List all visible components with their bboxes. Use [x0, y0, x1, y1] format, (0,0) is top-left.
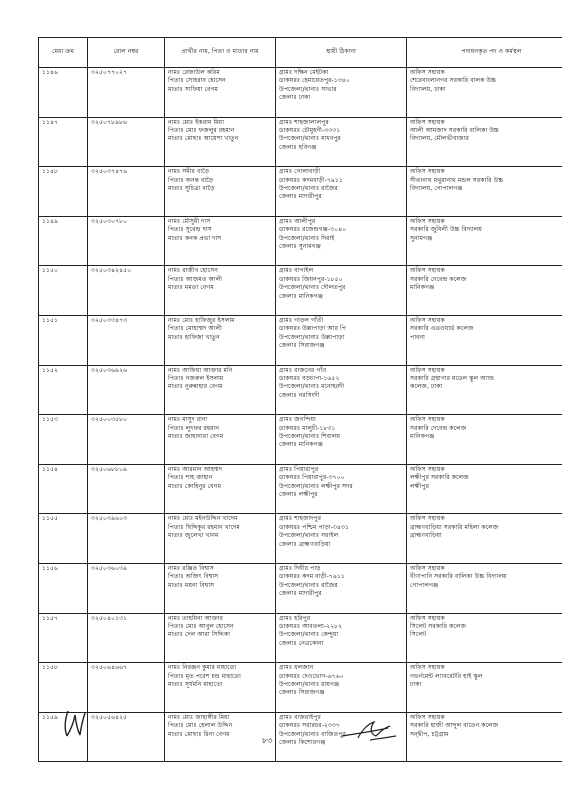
- candidate-info-line: মাতাঃ মোছাঃ রিনা বেগম: [168, 730, 230, 738]
- posting-line: সরকারি দেবেন্দ্র কলেজ: [410, 275, 467, 283]
- address-line: ডাকঘরঃ চৌমুহনী-৩৩৩১: [279, 127, 341, 134]
- page-number: ৮৩: [262, 736, 273, 745]
- address-line: গ্রামঃ আলীপুর: [279, 217, 316, 225]
- roll-cell: ৩২৫০৩৩৪৭৩: [88, 315, 165, 365]
- address-cell: [276, 464, 407, 514]
- candidate-name-cell: [165, 68, 276, 118]
- signature-right: [340, 714, 400, 744]
- merit-cell: ১১৪৮: [39, 167, 88, 217]
- candidate-info-line: পিতাঃ আজমত আলী: [168, 275, 223, 283]
- address-line: জেলাঃ ব্রাহ্মণবাড়িয়া: [279, 540, 331, 548]
- posting-line: অফিস সহায়ক: [410, 267, 445, 275]
- address-cell: [276, 266, 407, 316]
- address-line: গ্রামঃ দক্ষিন মেইটকা: [279, 69, 329, 76]
- posting-line: কলেজ, ঢাকা: [410, 383, 443, 391]
- candidate-info-line: পিতাঃ অজিৎ বিশ্বাস: [168, 573, 219, 581]
- candidate-info-line: মাতাঃ মমতা বেগম: [168, 284, 214, 292]
- address-line: জেলাঃ নরসিংদী: [279, 391, 320, 399]
- candidate-info-line: নামঃ মোঃ জাহাঙ্গীর মিয়া: [168, 713, 230, 721]
- address-line: জেলাঃ মানিকগঞ্জ: [279, 292, 324, 300]
- candidate-info-line: নামঃ আরমান আহম্মদ: [168, 465, 223, 473]
- signature-left: [62, 709, 88, 739]
- appointment-list-table: [38, 37, 562, 762]
- candidate-info-line: মাতাঃ নুরুন্নাহার বেগম: [168, 383, 223, 391]
- address-line: ডাকঘরঃ কদম বাড়ী-৭৯১১: [279, 573, 345, 581]
- address-line: ডাকঘরঃ আবতলা-২২৮২: [279, 622, 343, 630]
- candidate-info-line: নামঃ মোঃ ইকরাম মিয়া: [168, 118, 224, 126]
- address-cell: [276, 117, 407, 167]
- merit-cell: ১১৪৭: [39, 117, 88, 167]
- candidate-name-cell: [165, 315, 276, 365]
- table-row: [39, 415, 562, 465]
- candidate-name-cell: [165, 167, 276, 217]
- posting-line: সরকারি এডওয়ার্ড কলেজ: [410, 325, 474, 333]
- address-cell: [276, 415, 407, 465]
- address-line: উপজেলা/থানাঃ কেন্দুয়া: [279, 631, 339, 639]
- candidate-name-cell: [165, 514, 276, 564]
- posting-line: লক্ষীপুর সরকারি কলেজ: [410, 474, 469, 482]
- roll-cell: ৩২৫০৩৪২৪৫০: [88, 266, 165, 316]
- address-cell: [276, 514, 407, 564]
- table-row: [39, 613, 562, 663]
- address-line: গ্রামঃ গোলাবাড়ী: [279, 168, 321, 176]
- address-line: জেলাঃ লক্ষীপুর: [279, 490, 318, 498]
- address-cell: [276, 68, 407, 118]
- candidate-info-line: পিতাঃ মোঃ ফজলুর রহমান: [168, 127, 235, 134]
- address-line: গ্রামঃ শাহজাদপুর: [279, 515, 322, 523]
- address-line: উপজেলা/থানাঃ রায়গঞ্জ: [279, 680, 340, 688]
- posting-line: অফিস সহায়ক: [410, 515, 445, 523]
- table-header-row: [39, 38, 562, 68]
- posting-line: অফিস সহায়ক: [410, 713, 445, 721]
- address-line: উপজেলা/থানাঃ উল্লাপাড়া: [279, 333, 345, 341]
- posting-line: সিলেট: [410, 631, 427, 639]
- address-line: গ্রামঃ বাজরাইপুর: [279, 713, 321, 721]
- roll-cell: ৩২৫০৩৯৬০৩: [88, 514, 165, 564]
- candidate-info-line: মাতাঃ কনক প্রভা দাস: [168, 234, 222, 242]
- address-line: জেলাঃ মানিকগঞ্জ: [279, 441, 324, 449]
- table-row: [39, 712, 562, 762]
- posting-line: অফিস সহায়ক: [410, 316, 445, 324]
- candidate-info-line: পিতাঃ মোঃ আবুল হোসেন: [168, 622, 234, 630]
- merit-cell: ১১৫৪: [39, 464, 88, 514]
- address-line: উপজেলা/থানাঃ লক্ষীপুর সদর: [279, 482, 353, 490]
- posting-line: অফিস সহায়ক: [410, 664, 445, 672]
- candidate-name-cell: [165, 216, 276, 266]
- posting-line: মানিকগঞ্জ: [410, 284, 435, 292]
- table-row: [39, 266, 562, 316]
- roll-cell: ৩২৫০৩০৭৮০: [88, 216, 165, 266]
- posting-line: অফিস সহায়ক: [410, 168, 445, 176]
- posting-cell: [407, 68, 562, 118]
- address-line: জেলাঃ নেত্রকোনা: [279, 639, 324, 647]
- merit-cell: ১১৫৯: [39, 712, 88, 762]
- address-line: গ্রামঃ দিঘীর পাড়: [279, 564, 321, 572]
- posting-line: ব্রাহ্মণবাড়িয়া: [410, 532, 442, 540]
- posting-line: অফিস সহায়ক: [410, 366, 445, 374]
- candidate-info-line: মাতাঃ হাফিজা খাতুন: [168, 333, 220, 341]
- address-line: ডাকঘরঃ রজেন্দ্রগঞ্জ-৩০৪০: [279, 226, 347, 234]
- merit-cell: ১১৫১: [39, 315, 88, 365]
- candidate-info-line: পিতাঃ অনন্ত বাড়ৈ: [168, 176, 214, 184]
- address-cell: [276, 613, 407, 663]
- roll-cell: ৩২৫০৭৮৯৮৬: [88, 117, 165, 167]
- address-line: গ্রামঃ হরিপুর: [279, 614, 311, 622]
- candidate-info-line: মাতাঃ জুলেখা খানম: [168, 532, 219, 540]
- posting-line: শেরেবাংলানগর সরকারি বালক উচ্চ: [410, 77, 497, 85]
- candidate-name-cell: [165, 415, 276, 465]
- posting-cell: [407, 464, 562, 514]
- posting-line: মানিকগঞ্জ: [410, 432, 435, 440]
- address-line: গ্রামঃ ধলজান: [279, 664, 314, 672]
- address-line: ডাকঘরঃ হেমায়েতপুর-১৩৪০: [279, 77, 350, 85]
- posting-line: অফিস সহায়ক: [410, 564, 445, 572]
- posting-line: গভর্নমেন্ট ল্যাবরেটরি হাই স্কুল: [410, 672, 483, 680]
- address-line: জেলাঃ সিরাজগঞ্জ: [279, 689, 325, 697]
- address-line: ডাকঘরঃ পিয়ারাপুর-৩৭০০: [279, 474, 345, 482]
- merit-cell: ১১৫৮: [39, 663, 88, 713]
- address-line: উপজেলা/থানাঃ দৌলতপুর: [279, 284, 346, 292]
- address-line: গ্রামঃ জগন্দিয়া: [279, 416, 316, 424]
- candidate-name-cell: [165, 613, 276, 663]
- posting-cell: [407, 365, 562, 415]
- posting-line: ঢাকা: [410, 680, 422, 688]
- address-line: উপজেলা/থানাঃ মাধবপুর: [279, 135, 341, 143]
- merit-cell: ১১৫৩: [39, 415, 88, 465]
- candidate-name-cell: [165, 663, 276, 713]
- address-line: উপজেলা/থানাঃ সাভার: [279, 85, 337, 93]
- roll-cell: ৩২৫০৩৬০৩৯: [88, 563, 165, 613]
- posting-line: পাবনা: [410, 333, 425, 341]
- address-line: জেলাঃ হবিগঞ্জ: [279, 143, 317, 151]
- posting-line: লক্ষীপুর: [410, 482, 429, 490]
- address-line: ডাকঘরঃ সরারচর-২৩৩৭: [279, 722, 340, 730]
- candidate-info-line: নামঃ রেজাউল করিম: [168, 69, 220, 76]
- candidate-info-line: পিতাঃ সুরেন্দ্র দাস: [168, 226, 212, 234]
- posting-line: অফিস সহায়ক: [410, 217, 445, 225]
- address-cell: [276, 365, 407, 415]
- address-line: ডাকঘরঃ জিয়নপুর-১৮৫০: [279, 275, 343, 283]
- table-row: [39, 117, 562, 167]
- address-line: ডাকঘরঃ বড়চাপা-১৬৫২: [279, 374, 340, 382]
- posting-line: সরকারি জুবিলী উচ্চ বিদ্যালয়: [410, 226, 482, 234]
- roll-cell: ৩২৫০০৩৫৮০: [88, 415, 165, 465]
- address-line: গ্রামঃ পিয়ারাপুর: [279, 465, 319, 473]
- candidate-info-line: নামঃ মৌসুমী দাস: [168, 217, 211, 225]
- posting-line: বীণাপানি সরকারি বালিকা উচ্চ বিদ্যালয়: [410, 573, 507, 581]
- roll-cell: ৩২৫০৪০১৩১: [88, 613, 165, 663]
- posting-cell: [407, 712, 562, 762]
- address-line: গ্রামঃ গাড়ল গাঁতী: [279, 316, 324, 324]
- merit-cell: ১১৫৭: [39, 613, 88, 663]
- posting-line: সরকারি গ্রন্থাগার মডেল স্কুল অ্যান্ড: [410, 374, 495, 382]
- candidate-name-cell: [165, 563, 276, 613]
- table-row: [39, 365, 562, 415]
- header-posting: পদায়নকৃত পদ ও কর্মস্থল: [407, 38, 562, 68]
- candidate-name-cell: [165, 464, 276, 514]
- posting-line: সরকারি দেবেন্দ্র কলেজ: [410, 424, 467, 432]
- table-body: [39, 68, 562, 762]
- posting-line: সিলেট সরকারি কলেজ: [410, 622, 467, 630]
- candidate-info-line: নামঃ মোঃ হাফিজুর ইসলাম: [168, 316, 235, 324]
- candidate-info-line: নামঃ মাসুদ রানা: [168, 416, 208, 424]
- table-row: [39, 216, 562, 266]
- candidate-info-line: মাতাঃ মোছাঃ আয়েশা খাতুন: [168, 135, 239, 143]
- candidate-info-line: পিতাঃ মোঃ হেলাল উদ্দিন: [168, 722, 233, 730]
- table-row: [39, 464, 562, 514]
- merit-cell: ১১৫০: [39, 266, 88, 316]
- candidate-name-cell: [165, 117, 276, 167]
- address-line: উপজেলা/থানাঃ রাজৈর: [279, 185, 338, 192]
- posting-line: বিদ্যালয়, গোপালগঞ্জ: [410, 185, 463, 192]
- candidate-info-line: পিতাঃ সোহরাব হোসেন: [168, 77, 226, 85]
- header-merit: মেধা ক্রম: [39, 38, 88, 68]
- posting-line: অফিস সহায়ক: [410, 69, 445, 76]
- posting-line: সরকারি হাজী আব্দুল বাতেন কলেজ: [410, 722, 499, 730]
- address-line: উপজেলা/থানাঃ দিরাই: [279, 234, 335, 242]
- candidate-name-cell: [165, 365, 276, 415]
- address-line: জেলাঃ কিশোরগঞ্জ: [279, 738, 326, 746]
- address-line: জেলাঃ সিরাজগঞ্জ: [279, 342, 325, 350]
- merit-cell: ১১৫৫: [39, 514, 88, 564]
- address-line: উপজেলা/থানাঃ শিবালয়: [279, 432, 341, 440]
- candidate-info-line: মাতাঃ সাফিয়া বেগম: [168, 85, 218, 93]
- posting-cell: [407, 167, 562, 217]
- address-line: ডাকঘরঃ দেওভোগ-৬৭৬০: [279, 672, 344, 680]
- posting-line: সুনামগঞ্জ: [410, 234, 433, 242]
- address-cell: [276, 563, 407, 613]
- address-line: জেলাঃ সুনামগঞ্জ: [279, 243, 322, 250]
- address-line: ডাকঘরঃ উল্লাপাড়া আর পি: [279, 325, 346, 333]
- posting-line: বিদ্যালয়, মৌলভীবাজার: [410, 135, 469, 143]
- candidate-info-line: নামঃ আফিয়া আক্তার মনি: [168, 366, 233, 374]
- roll-cell: ৩২৫০৩৬৯২৬: [88, 365, 165, 415]
- address-cell: [276, 663, 407, 713]
- candidate-info-line: পিতাঃ শাহ জাহান: [168, 474, 213, 482]
- merit-cell: ১১৪৯: [39, 216, 88, 266]
- address-line: জেলাঃ ঢাকা: [279, 94, 311, 102]
- header-name: প্রার্থীর নাম, পিতা ও মাতার নাম: [165, 38, 276, 68]
- candidate-info-line: নামঃ নিরঞ্জন কুমার মাহাতো: [168, 664, 237, 672]
- candidate-info-line: নামঃ সমীর বাড়ৈ: [168, 168, 210, 176]
- address-line: উপজেলা/থানাঃ বাজিতপুর: [279, 730, 346, 738]
- posting-cell: [407, 117, 562, 167]
- candidate-info-line: নামঃ মোঃ মইনউদ্দিন খাদেম: [168, 515, 238, 523]
- candidate-info-line: পিতাঃ মৃত পরেশ চন্দ্র মাহাতো: [168, 672, 241, 680]
- candidate-info-line: মাতাঃ কোহিনুর বেগম: [168, 482, 222, 490]
- candidate-info-line: মাতাঃ ময়না বিশ্বাস: [168, 581, 215, 589]
- posting-line: অফিস সহায়ক: [410, 118, 445, 126]
- roll-cell: ৩২৫০৭৭০২৭: [88, 68, 165, 118]
- header-roll: রোল নম্বর: [88, 38, 165, 68]
- address-line: গ্রামঃ রাজনের গাঁও: [279, 366, 327, 374]
- posting-cell: [407, 563, 562, 613]
- table-row: [39, 68, 562, 118]
- posting-cell: [407, 613, 562, 663]
- roll-cell: ৩২৫০৬৪৬৬৭: [88, 663, 165, 713]
- posting-line: অফিস সহায়ক: [410, 465, 445, 473]
- address-line: উপজেলা/থানাঃ রাজৈর: [279, 581, 338, 589]
- roll-cell: ৩২৫০৫৬৪২৫: [88, 712, 165, 762]
- address-line: ডাকঘরঃ পশ্চিম পাড়া-৩৪৩১: [279, 523, 349, 531]
- merit-cell: ১১৪৬: [39, 68, 88, 118]
- posting-line: অফিস সহায়ক: [410, 416, 445, 424]
- posting-line: ব্রাহ্মণবাড়িয়া সরকারি মহিলা কলেজ: [410, 523, 499, 531]
- candidate-name-cell: [165, 266, 276, 316]
- candidate-info-line: পিতাঃ মোহাম্মদ আলী: [168, 325, 222, 333]
- posting-line: অফিস সহায়ক: [410, 614, 445, 622]
- candidate-info-line: নামঃ তাহমিনা আক্তার: [168, 614, 223, 622]
- table-row: [39, 663, 562, 713]
- candidate-info-line: নামঃ রাজীব হোসেন: [168, 267, 218, 275]
- candidate-info-line: মাতাঃ দেল আরা সিদ্দিকা: [168, 631, 230, 639]
- address-line: জেলাঃ মাদারীপুর: [279, 193, 322, 201]
- table-row: [39, 315, 562, 365]
- posting-cell: [407, 663, 562, 713]
- posting-line: গোপালগঞ্জ: [410, 581, 439, 589]
- merit-cell: ১১৫৬: [39, 563, 88, 613]
- address-line: গ্রামঃ শাহজালালপুর: [279, 118, 329, 126]
- address-line: ডাকঘরঃ কদমবাড়ী-৭৯১১: [279, 176, 343, 184]
- candidate-info-line: নামঃ রঞ্জিত বিশ্বাস: [168, 564, 214, 572]
- candidate-info-line: মাতাঃ সুচিত্রা বাড়ৈ: [168, 185, 215, 192]
- posting-cell: [407, 315, 562, 365]
- address-cell: [276, 167, 407, 217]
- posting-line: সন্দ্বীপ, চট্টগ্রাম: [410, 730, 449, 738]
- candidate-info-line: পিতাঃ নজরুল ইসলাম: [168, 374, 224, 382]
- address-line: উপজেলা/থানাঃ সরাইল: [279, 532, 339, 540]
- posting-cell: [407, 415, 562, 465]
- candidate-name-cell: [165, 712, 276, 762]
- header-address: স্থায়ী ঠিকানা: [276, 38, 407, 68]
- table-row: [39, 514, 562, 564]
- address-line: গ্রামঃ বাপাইল: [279, 267, 314, 275]
- candidate-info-line: পিতাঃ লুৎফর রহমান: [168, 424, 220, 432]
- address-line: জেলাঃ মাদারীপুর: [279, 590, 322, 598]
- address-cell: [276, 315, 407, 365]
- merit-cell: ১১৫২: [39, 365, 88, 415]
- address-cell: [276, 216, 407, 266]
- candidate-info-line: মাতাঃ জাহানারা বেগম: [168, 432, 224, 440]
- table-row: [39, 563, 562, 613]
- table-row: [39, 167, 562, 217]
- posting-cell: [407, 266, 562, 316]
- posting-cell: [407, 216, 562, 266]
- roll-cell: ৩২৫০৬৮৮০৯: [88, 464, 165, 514]
- candidate-info-line: পিতাঃ ছিদ্দিকুর রহমান খাদেম: [168, 523, 240, 531]
- posting-line: আলী আমজাদ সরকারি বালিকা উচ্চ: [410, 127, 500, 134]
- roll-cell: ৩২৫০৩৭৪৭৬: [88, 167, 165, 217]
- posting-cell: [407, 514, 562, 564]
- address-line: উপজেলা/থানাঃ মনোহরদী: [279, 383, 345, 391]
- posting-line: সীতানাথ মথুরানাথ মন্ডল সরকারি উচ্চ: [410, 176, 504, 184]
- address-line: ডাকঘরঃ মালুচী-১৮৩১: [279, 424, 336, 432]
- posting-line: বিদ্যালয়, ঢাকা: [410, 85, 446, 93]
- candidate-info-line: মাতাঃ সূর্যমনি মাহাতো: [168, 680, 223, 688]
